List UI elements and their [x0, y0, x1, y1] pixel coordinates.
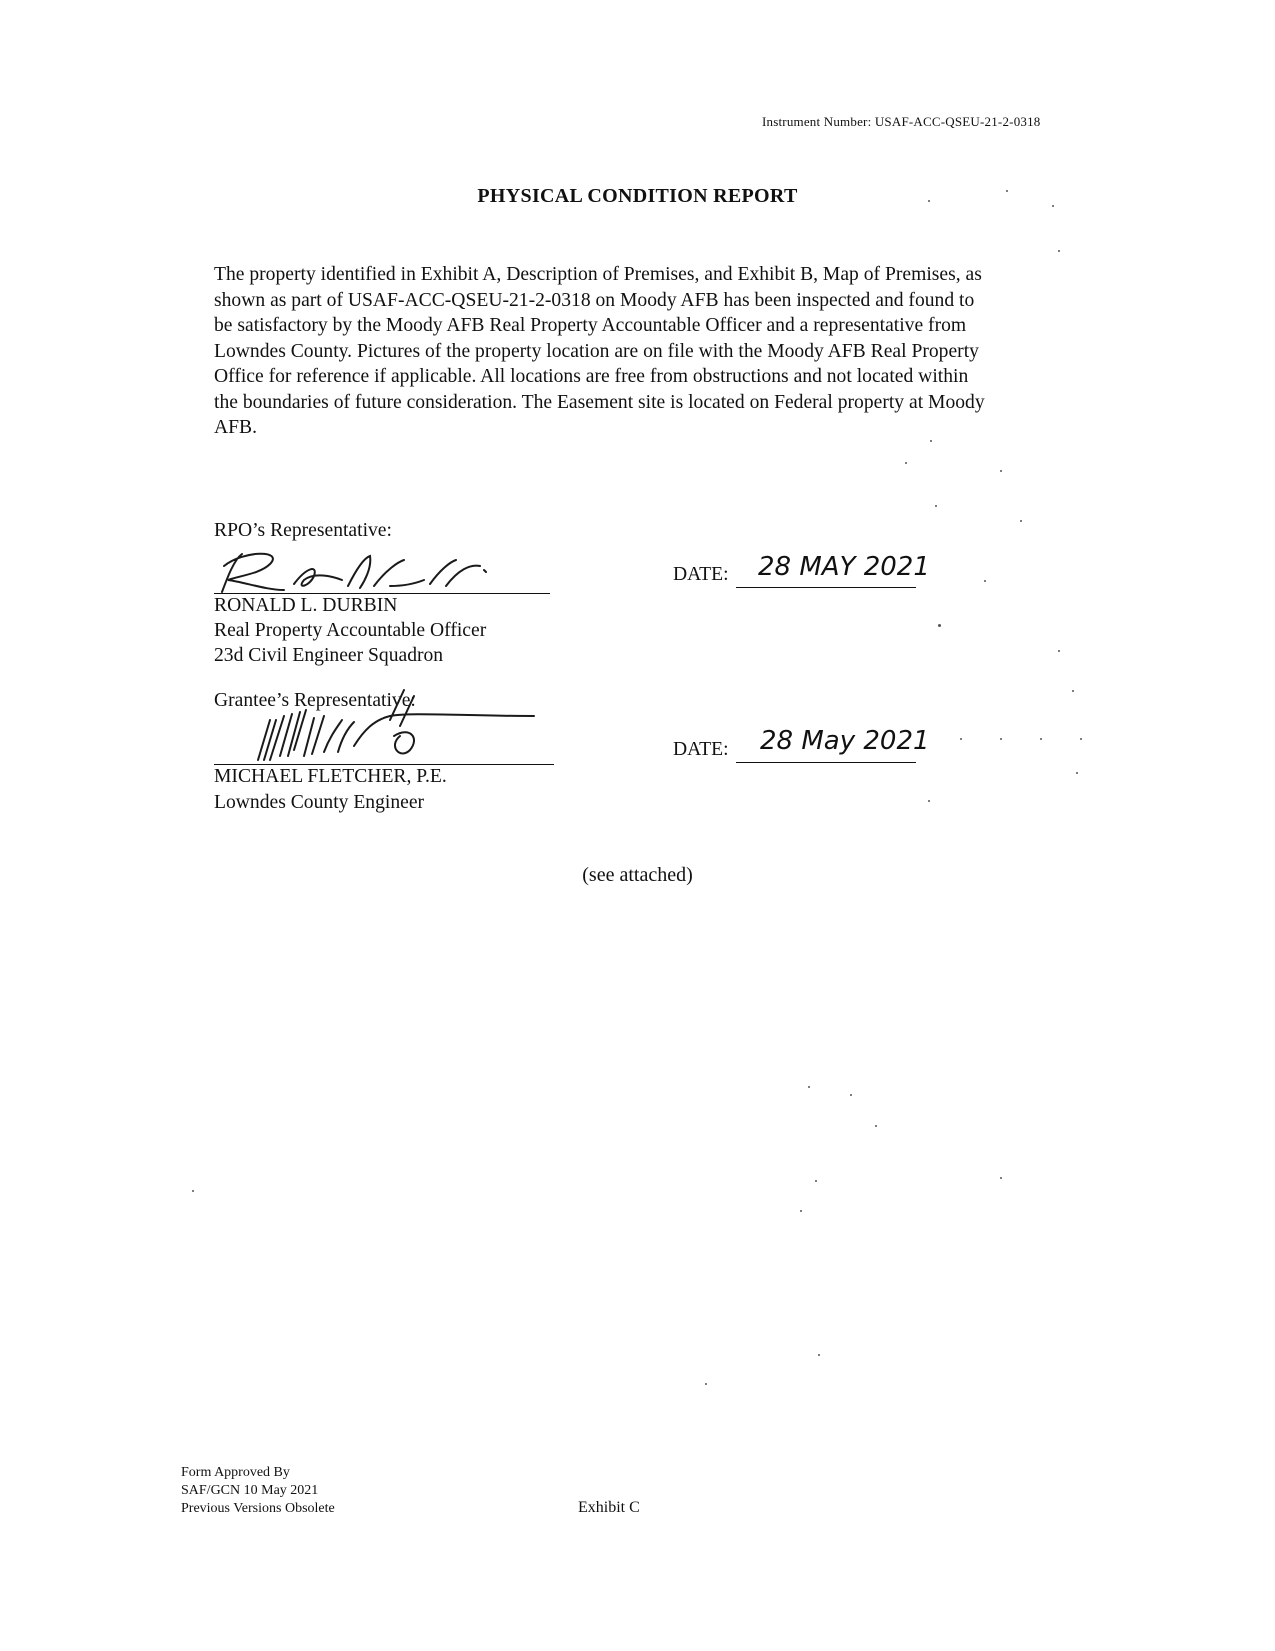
see-attached-note: (see attached) — [582, 864, 693, 886]
grantee-representative-heading: Grantee’s Representative: — [214, 690, 416, 711]
scan-speck — [705, 1383, 707, 1385]
grantee-name: MICHAEL FLETCHER, P.E. — [214, 766, 447, 787]
scan-speck — [984, 580, 986, 582]
scan-speck — [930, 440, 932, 442]
scan-speck — [1000, 470, 1002, 472]
grantee-signature-image — [214, 676, 554, 766]
scan-speck — [1076, 772, 1078, 774]
scan-speck — [928, 200, 930, 202]
rpo-date-label: DATE: — [673, 564, 729, 585]
form-approval-note — [181, 1464, 335, 1518]
scan-speck — [850, 1094, 852, 1096]
scan-speck — [960, 738, 962, 740]
rpo-signature-image — [214, 546, 514, 598]
grantee-date-value: 28 May 2021 — [760, 726, 930, 756]
form-approval-line: SAF/GCN 10 May 2021 — [181, 1483, 319, 1498]
body-paragraph — [214, 262, 1069, 441]
rpo-date-line — [736, 587, 916, 588]
rpo-unit: 23d Civil Engineer Squadron — [214, 645, 444, 666]
scan-speck — [1006, 190, 1008, 192]
body-line: Office for reference if applicable. All locations are free from obstructions and not located within — [214, 366, 969, 387]
scan-speck — [928, 800, 930, 802]
grantee-date-label: DATE: — [673, 739, 729, 760]
rpo-date-value: 28 MAY 2021 — [758, 552, 930, 582]
scan-speck — [818, 1354, 820, 1356]
body-line: The property identified in Exhibit A, Description of Premises, and Exhibit B, Map of Premises, as — [214, 264, 982, 285]
body-line: be satisfactory by the Moody AFB Real Property Accountable Officer and a representative from — [214, 315, 967, 336]
body-line: shown as part of USAF-ACC-QSEU-21-2-0318 on Moody AFB has been inspected and found to — [214, 289, 975, 311]
scan-speck — [905, 462, 907, 464]
exhibit-label: Exhibit C — [578, 1499, 640, 1516]
rpo-title: Real Property Accountable Officer — [214, 620, 487, 641]
scan-speck — [1080, 738, 1082, 740]
document-title: PHYSICAL CONDITION REPORT — [477, 185, 798, 207]
scan-speck — [1058, 250, 1060, 252]
grantee-title: Lowndes County Engineer — [214, 792, 425, 813]
scan-speck — [192, 1190, 194, 1192]
scan-speck — [1040, 738, 1042, 740]
scan-speck — [938, 624, 941, 627]
form-approval-line: Form Approved By — [181, 1465, 290, 1480]
scan-speck — [815, 1180, 817, 1182]
scan-speck — [935, 505, 937, 507]
scan-speck — [808, 1086, 810, 1088]
scan-speck — [1058, 650, 1060, 652]
rpo-name: RONALD L. DURBIN — [214, 595, 398, 616]
instrument-number: Instrument Number: USAF-ACC-QSEU-21-2-0318 — [762, 114, 1041, 129]
scan-speck — [1020, 520, 1022, 522]
body-line: Lowndes County. Pictures of the property location are on file with the Moody AFB Real Property — [214, 340, 979, 362]
body-line: the boundaries of future consideration. The Easement site is located on Federal property at Moody — [214, 391, 985, 413]
grantee-date-line — [736, 762, 916, 763]
scan-speck — [800, 1210, 802, 1212]
scan-speck — [1052, 205, 1054, 207]
body-line: AFB. — [214, 417, 258, 438]
scan-speck — [875, 1125, 877, 1127]
scan-speck — [1072, 690, 1074, 692]
scan-speck — [1000, 738, 1002, 740]
form-approval-line: Previous Versions Obsolete — [181, 1501, 335, 1516]
scan-speck — [1000, 1177, 1002, 1179]
rpo-representative-heading: RPO’s Representative: — [214, 520, 392, 541]
